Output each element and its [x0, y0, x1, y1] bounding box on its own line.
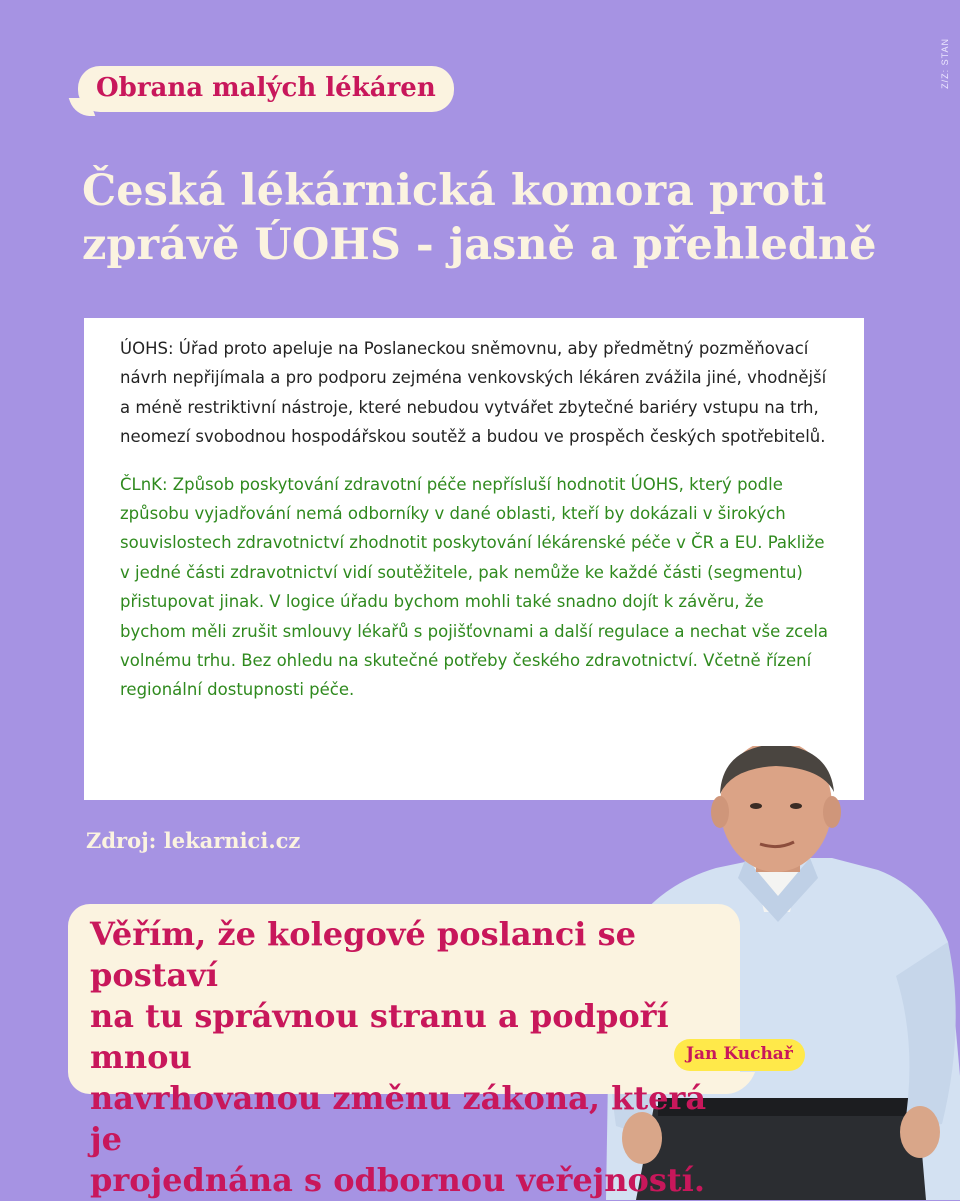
speaker-left-eye — [750, 803, 762, 809]
source-line: Zdroj: lekarnici.cz — [86, 828, 301, 853]
excerpt-card — [84, 318, 864, 800]
author-tag: Jan Kuchař — [674, 1039, 805, 1071]
quote-line: navrhovanou změnu zákona, která je — [90, 1079, 707, 1158]
clnk-response: ČLnK: Způsob poskytování zdravotní péče nepřísluší hodnotit ÚOHS, který podle způsobu vyjadřování nemá odborníky v dané oblasti, kteří by dokázali v širokých souvislostech zdravotnictví zhodnotit poskytování lékárenské péče v ČR a EU. Pakliže v jedné části zdravotnictví vidí soutěžitele, pak nemůže ke každé části (segmentu) přistupovat jinak. V logice úřadu bychom mohli také snadno dojít k závěru, že bychom měli zrušit smlouvy lékařů s pojišťovnami a další regulace a nechat vše zcela volnému trhu. Bez ohledu na skutečné potřeby českého zdravotnictví. Včetně řízení regionální dostupnosti péče. — [120, 474, 829, 700]
quote-bubble — [68, 904, 740, 1199]
speaker-right-ear — [823, 796, 841, 828]
speaker-right-hand — [900, 1106, 940, 1158]
quote-line: Věřím, že kolegové poslanci se postaví — [90, 915, 636, 994]
speech-tail — [69, 98, 96, 116]
photo-credit: Z/Z: STAN — [940, 38, 950, 89]
quote-line: projednána s odbornou veřejností. — [90, 1161, 705, 1199]
speaker-right-eye — [790, 803, 802, 809]
speaker-left-ear — [711, 796, 729, 828]
topic-label-text: Obrana malých lékáren — [96, 73, 436, 103]
uohs-statement: ÚOHS: Úřad proto apeluje na Poslaneckou sněmovnu, aby předmětný pozměňovací návrh nepřijímala a pro podporu zejména venkovských lékáren zvážila jiné, vhodnější a méně restriktivní nástroje, které nebudou vytvářet zbytečné bariéry vstupu na trh, neomezí svobodnou hospodářskou soutěž a budou ve prospěch českých spotřebitelů. — [120, 339, 827, 447]
quote-line: na tu správnou stranu a podpoří mnou — [90, 997, 669, 1076]
topic-label — [78, 66, 454, 112]
headline: Česká lékárnická komora proti zprávě ÚOHS - jasně a přehledně — [82, 166, 877, 270]
